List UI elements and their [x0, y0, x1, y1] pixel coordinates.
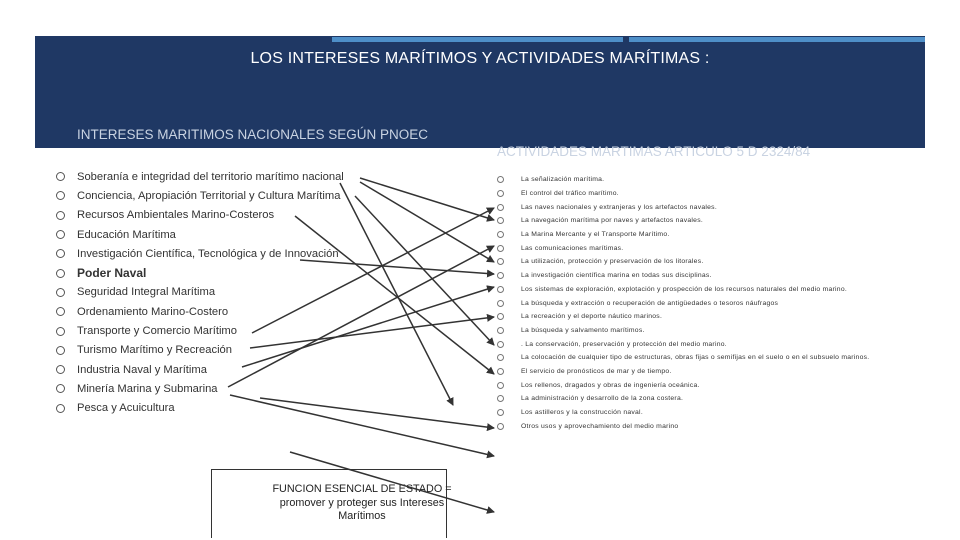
connector-arrow [290, 452, 494, 512]
slide-title: LOS INTERESES MARÍTIMOS Y ACTIVIDADES MARÍTIMAS : [250, 50, 710, 67]
connector-arrow [360, 178, 494, 220]
connector-arrow [242, 287, 494, 367]
connector-arrow [228, 246, 494, 387]
connector-arrow [252, 208, 494, 333]
connector-arrow [230, 395, 494, 456]
connector-arrow [260, 398, 494, 428]
left-heading: INTERESES MARITIMOS NACIONALES SEGÚN PNOEC [77, 127, 429, 142]
connector-arrow [250, 317, 494, 348]
essential-function-text: FUNCION ESENCIAL DE ESTADO = promover y proteger sus Intereses Marítimos [272, 483, 452, 522]
connector-arrow [340, 183, 453, 405]
right-heading: ACTIVIDADES MARTIMAS ARTICULO 5 D 2324/84 [497, 144, 811, 159]
